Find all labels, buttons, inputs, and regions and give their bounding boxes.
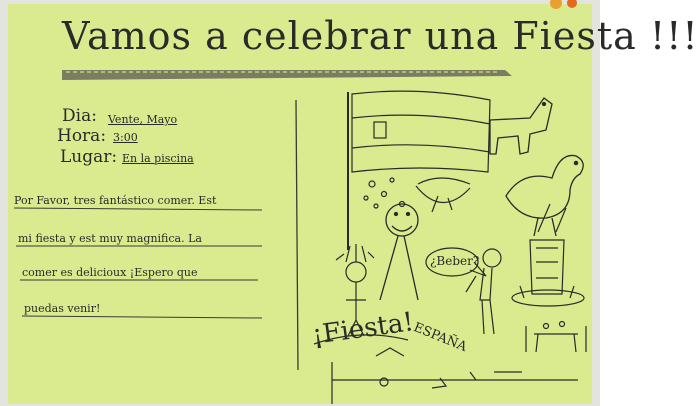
- speech-bubble-text: ¿Beber?: [430, 254, 480, 268]
- dia-value: Vente, Mayo: [108, 113, 178, 126]
- page-title: Vamos a celebrar una Fiesta !!!: [62, 14, 699, 58]
- hora-label: Hora:: [57, 126, 107, 146]
- lugar-value: En la piscina: [122, 152, 194, 165]
- message-line: mi fiesta y est muy magnifica. La: [18, 232, 202, 245]
- message-line: comer es delicioux ¡Espero que: [22, 266, 198, 279]
- message-line: puedas venir!: [24, 302, 101, 315]
- hora-value: 3:00: [113, 131, 138, 144]
- fiesta-banner-text: ¡Fiesta!: [310, 307, 416, 351]
- message-line: Por Favor, tres fantástico comer. Est: [14, 194, 217, 207]
- espana-label: ESPAÑA: [411, 320, 469, 355]
- dia-label: Dia:: [62, 106, 97, 126]
- lugar-label: Lugar:: [60, 147, 118, 167]
